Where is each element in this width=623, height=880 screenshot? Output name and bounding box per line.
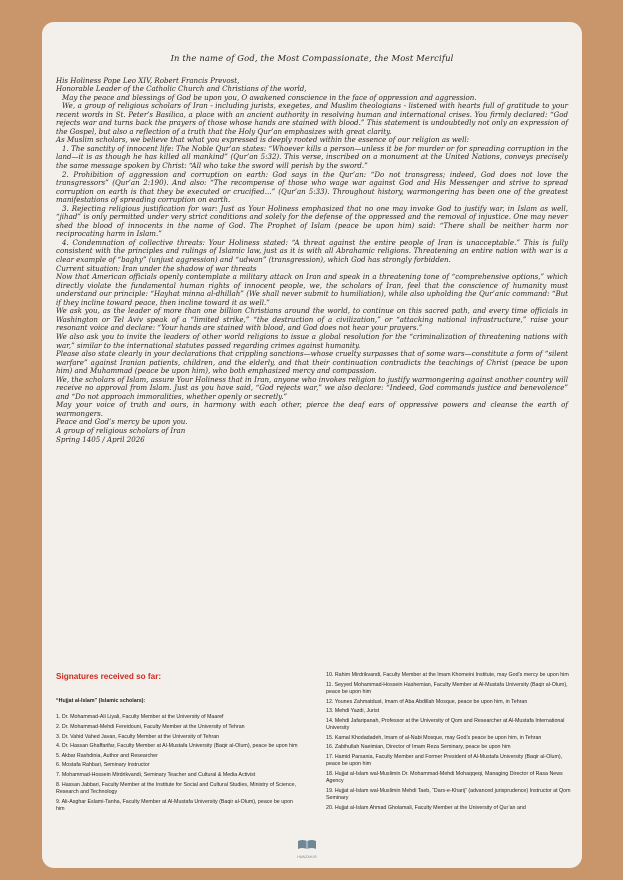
book-logo-icon xyxy=(297,838,317,850)
letter-paragraph: 1. The sanctity of innocent life: The Noble Qur’an states: “Whoever kills a person—unless it be for murder or for spreading corruption in the land—it is as though he has killed all mankind” (Qur’an 5:32). This verse, inscribed on a monument at the United Nations, conveys precisely the same message spoken by Christ: “All who take the sword will perish by the sword.” xyxy=(56,143,568,171)
signature-item: 7. Mohammad-Hossein Mirdrikvandi, Seminary Teacher and Cultural & Media Activist xyxy=(56,771,256,778)
letter-title: In the name of God, the Most Compassionate, the Most Merciful xyxy=(170,53,454,63)
signature-item: 2. Dr. Mohammad-Mehdi Fereidouni, Faculty Member at the University of Tehran xyxy=(56,724,245,730)
letter-paragraph: As Muslim scholars, we believe that what you expressed is deeply rooted within the essence of our religion as well: xyxy=(56,135,469,145)
logo-label: HAWZAH.IR xyxy=(297,855,317,859)
letter-paragraph: Please also state clearly in your declarations that crippling sanctions—whose cruelty surpasses that of some wars—constitute a form of “silent warfare” against Iranian patients, children, and the elderly, and that their continuation contradicts the teachings of Christ (peace be upon him) and Muhammad (peace be upon him), who both emphasized mercy and compassion. xyxy=(56,349,568,376)
letter-body xyxy=(56,32,568,444)
signature-item: 4. Dr. Hassan Ghaffarifar, Faculty Member at Al-Mustafa University (Baqir al-Olum), peace be upon him xyxy=(56,743,298,750)
signature-item: 19. Hujjat al-Islam wal-Muslimin Mehdi Taeb, “Dars-e-Kharij” (advanced jurisprudence) Instructor at Qom Seminary xyxy=(326,787,571,802)
signatures-heading: Signatures received so far: xyxy=(56,672,162,681)
signature-item: 18. Hujjat al-Islam wal-Muslimin Dr. Mohammad-Mehdi Mohaqqeqi, Managing Director of Rasa News Agency xyxy=(326,770,563,785)
letter-paragraph: 4. Condemnation of collective threats: Your Holiness stated: “A threat against the entire people of Iran is unacceptable.” This is fully consistent with the principles and rulings of Islamic law, just as it is with all Abrahamic religions. Threatening an entire nation with war is a clear example of “baghy” (unjust aggression) and “udwan” (transgression), which God has strongly forbidden. xyxy=(56,237,568,265)
letter-paragraph: We ask you, as the leader of more than one billion Christians around the world, to continue on this sacred path, and every time officials in Washington or Tel Aviv speak of a “limited strike,” “the destruction of a civilization,” or “attacking national infrastructure,” raise your resonant voice and declare: “Your hands are stained with blood, and God does not hear your prayers.” xyxy=(56,306,568,333)
signature-item: 11. Seyyed Mohammad-Hossein Hashemian, Faculty Member at Al-Mustafa University (Baqir al-Olum), peace be upon him xyxy=(326,681,568,695)
letter-paragraph: We, a group of religious scholars of Iran - including jurists, exegetes, and Muslim theologians - listened with hearts full of gratitude to your recent words in St. Peter’s Basilica, a place with an ancient authority in resolving human and international crises. You firmly declared: “God rejects war and turns back the prayers of those whose hands are stained with blood.” This statement is undoubtedly not only an expression of the Gospel, but also a reflection of a truth that the Holy Qur’an emphasizes with great clarity. xyxy=(56,101,568,136)
signature-item: 9. Ali-Asghar Eslami-Tanha, Faculty Member at Al-Mustafa University (Baqir al-Olum), peace be upon him xyxy=(56,798,293,812)
signature-item: 13. Mehdi Yazdi, Jurist xyxy=(326,708,380,715)
signature-item: 20. Hujjat al-Islam Ahmad Gholamali, Faculty Member at the University of Qur’an and xyxy=(326,804,526,811)
letter-paragraph: Honorable Leader of the Catholic Church and Christians of the world, xyxy=(56,84,307,94)
letter-paragraph: May your voice of truth and ours, in harmony with each other, pierce the deaf ears of oppressive powers and cleanse the earth of warmongers. xyxy=(56,400,568,418)
letter-paragraph: May the peace and blessings of God be upon you, O awakened conscience in the face of oppression and aggression. xyxy=(62,92,477,102)
signature-item: 1. Dr. Mohammad-Ali Liyali, Faculty Member at the University of Maaref xyxy=(56,714,224,721)
signatures-intro: “Hujjat al-Islam” (Islamic scholars): xyxy=(56,698,146,704)
signature-item: 3. Dr. Vahid Vahed Javan, Faculty Member at the University of Tehran xyxy=(56,733,220,740)
signature-item: 16. Zabihullah Naeimian, Director of Imam Reza Seminary, peace be upon him xyxy=(326,744,511,751)
signature-item: 8. Hassan Jabbari, Faculty Member at the Institute for Social and Cultural Studies, Ministry of Science, Research and Technology xyxy=(56,781,296,795)
letter-paragraph: His Holiness Pope Leo XIV, Robert Francis Prevost, xyxy=(56,75,240,85)
hawzah-logo xyxy=(290,835,324,857)
letter-paragraph: We also ask you to invite the leaders of other world religions to issue a global resolution for the “criminalization of threatening nations with war,” similar to the international statutes passed regarding crimes against humanity. xyxy=(56,331,568,350)
letter-paragraph: 3. Rejecting religious justification for war: Just as Your Holiness emphasized that no one may invoke God to justify war, in Islam as well, “jihad” is only permitted under very strict conditions and solely for the defense of the oppressed and the removal of injustice. One may never shed the blood of innocents in the name of God. The Prophet of Islam (peace be upon him) said: “There shall be neither harm nor reciprocating harm in Islam.” xyxy=(56,203,568,239)
signature-item: 5. Akbar Rashdinia, Author and Researcher xyxy=(56,752,158,759)
letter-closing: Peace and God’s mercy be upon you. xyxy=(56,417,188,427)
signature-item: 14. Mehdi Jafaripanah, Professor at the University of Qom and Researcher at Al-Mustafa International University xyxy=(326,717,565,732)
signature-item: 10. Rahim Mirdrikvandi, Faculty Member at the Imam Khomeini Institute, may God’s mercy be upon him xyxy=(326,672,569,678)
letter-paragraph: We, the scholars of Islam, assure Your Holiness that in Iran, anyone who invokes religion to justify warmongering against another country will receive no approval from Islam. Just as you have said, “God rejects war,” we also declare: “Indeed, God commands justice and benevolence” and “Do not approach immoralities, whether openly or secretly.” xyxy=(56,374,568,401)
letter-sheet xyxy=(42,22,582,868)
signature-item: 6. Mostafa Rahbari, Seminary Instructor xyxy=(56,762,150,769)
letter-section-heading: Current situation: Iran under the shadow of war threats xyxy=(56,263,257,273)
letter-paragraph: Now that American officials openly contemplate a military attack on Iran and speak in a threatening tone of “comprehensive options,” which directly violate the fundamental human rights of innocent people, we, the scholars of Iran, feel that the conscience of humanity must understand our principle: “Hayhat minna al-dhillah” (We shall never submit to humiliation), while also upholding the Qur’anic command: “But if they incline toward peace, then incline toward it as well.” xyxy=(56,272,568,307)
letter-signatory: A group of religious scholars of Iran xyxy=(56,425,186,435)
letter-paragraph: 2. Prohibition of aggression and corruption on earth: God says in the Qur’an: “Do not transgress; indeed, God does not love the transgressors” (Qur’an 2:190). And also: “The recompense of those who wage war against God and His Messenger and strive to spread corruption on earth is that they be executed or crucified…” (Qur’an 5:33). Throughout history, warmongering has been one of the greatest manifestations of spreading corruption on earth. xyxy=(56,169,568,205)
signature-item: 12. Younes Zahmatdust, Imam of Aba Abdillah Mosque, peace be upon him, in Tehran xyxy=(326,698,528,705)
signatures-right-column xyxy=(326,672,571,815)
signature-item: 17. Hamid Parsania, Faculty Member and Former President of Al-Mustafa University (Baqir al-Olum), peace be upon him xyxy=(326,753,563,768)
signature-item: 15. Kamal Khodadadeh, Imam of al-Nabi Mosque, may God’s peace be upon him, in Tehran xyxy=(326,734,542,741)
signatures-left-column xyxy=(56,698,301,816)
letter-date: Spring 1405 / April 2026 xyxy=(56,434,145,444)
